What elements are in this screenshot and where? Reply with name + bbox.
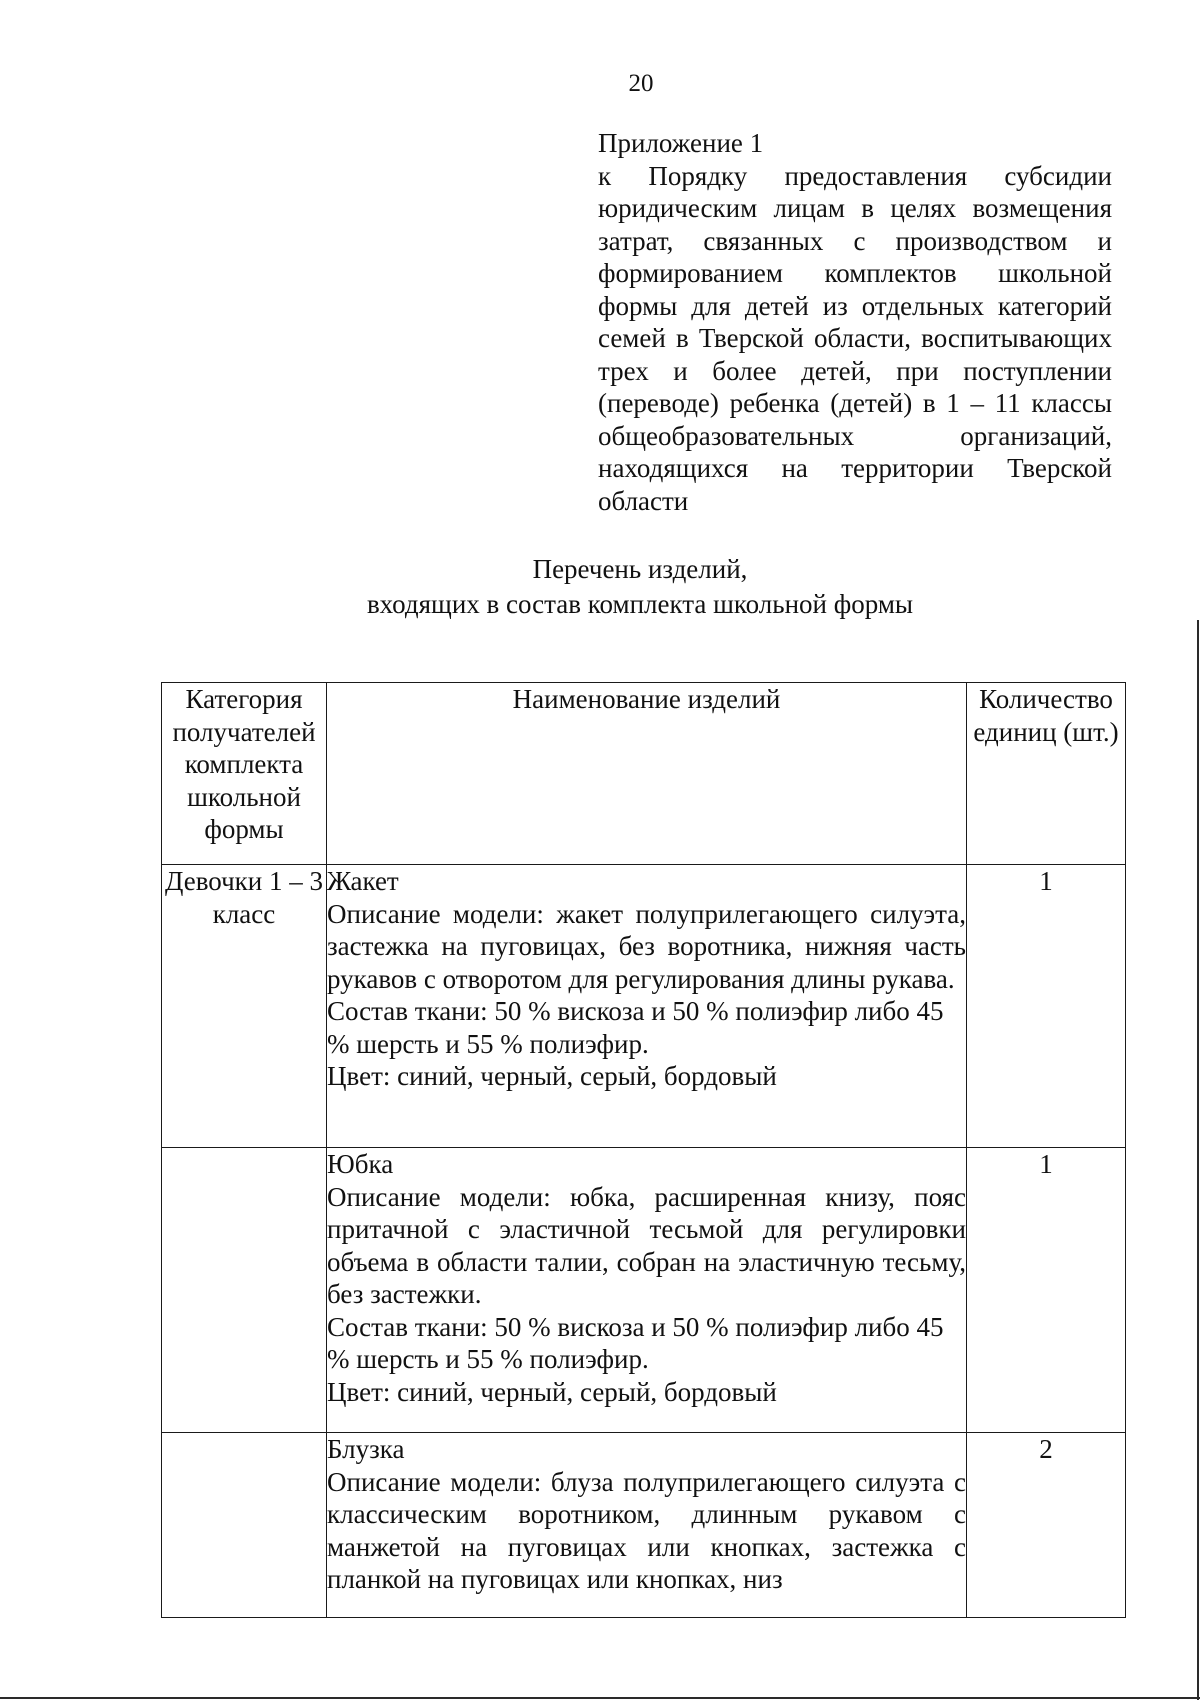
row-quantity: 2 bbox=[967, 1433, 1126, 1618]
heading-line-1: Перечень изделий, bbox=[532, 554, 748, 584]
table-row bbox=[162, 1433, 1126, 1618]
row-quantity: 1 bbox=[967, 1148, 1126, 1433]
table-header-row bbox=[162, 683, 1126, 865]
row-category bbox=[162, 1433, 327, 1618]
item-title: Жакет bbox=[327, 866, 399, 896]
document-heading bbox=[200, 552, 1080, 622]
table-row bbox=[162, 1148, 1126, 1433]
item-color: Цвет: синий, черный, серый, бордовый bbox=[327, 1061, 777, 1091]
item-description: Описание модели: жакет полуприлегающего силуэта, застежка на пуговицах, без воротника, нижняя часть рукавов с отворотом для регулирования длины рукава. bbox=[327, 898, 966, 994]
appendix-title: Приложение 1 bbox=[598, 128, 764, 158]
table-row bbox=[162, 865, 1126, 1148]
row-item bbox=[327, 1148, 967, 1433]
item-fabric: Состав ткани: 50 % вискоза и 50 % полиэфир либо 45 % шерсть и 55 % полиэфир. bbox=[327, 1311, 944, 1374]
row-category bbox=[162, 1148, 327, 1433]
scan-edge-right bbox=[1197, 620, 1199, 1700]
heading-line-2: входящих в состав комплекта школьной формы bbox=[366, 589, 914, 619]
row-category: Девочки 1 – 3 класс bbox=[162, 865, 327, 1148]
scan-edge-bottom bbox=[0, 1697, 1200, 1699]
item-color: Цвет: синий, черный, серый, бордовый bbox=[327, 1376, 777, 1407]
item-fabric: Состав ткани: 50 % вискоза и 50 % полиэфир либо 45 % шерсть и 55 % полиэфир. bbox=[327, 996, 944, 1059]
row-item bbox=[327, 1433, 967, 1618]
item-description: Описание модели: юбка, расширенная книзу, пояс притачной с эластичной тесьмой для регулировки объема в области талии, собран на эластичную тесьму, без застежки. bbox=[327, 1181, 966, 1309]
appendix-text: к Порядку предоставления субсидии юридическим лицам в целях возмещения затрат, связанных с производством и формированием комплектов школьной формы для детей из отдельных категорий семей в Тверской области, воспитывающих трех и более детей, при поступлении (переводе) ребенка (детей) в 1 – 11 классы общеобразовательных организаций, находящихся на территории Тверской области bbox=[598, 160, 1112, 516]
header-category: Категория получателей комплекта школьной формы bbox=[162, 683, 327, 865]
header-name: Наименование изделий bbox=[327, 683, 967, 865]
item-title: Блузка bbox=[327, 1434, 405, 1464]
row-item bbox=[327, 865, 967, 1148]
row-quantity: 1 bbox=[967, 865, 1126, 1148]
item-title: Юбка bbox=[327, 1149, 394, 1179]
page-number: 20 bbox=[628, 70, 654, 97]
appendix-block bbox=[598, 127, 1112, 517]
header-quantity: Количество единиц (шт.) bbox=[967, 683, 1126, 865]
item-description: Описание модели: блуза полуприлегающего силуэта с классическим воротником, длинным рукавом с манжетой на пуговицах или кнопках, застежка с планкой на пуговицах или кнопках, низ bbox=[327, 1466, 966, 1594]
items-table bbox=[161, 682, 1126, 1618]
